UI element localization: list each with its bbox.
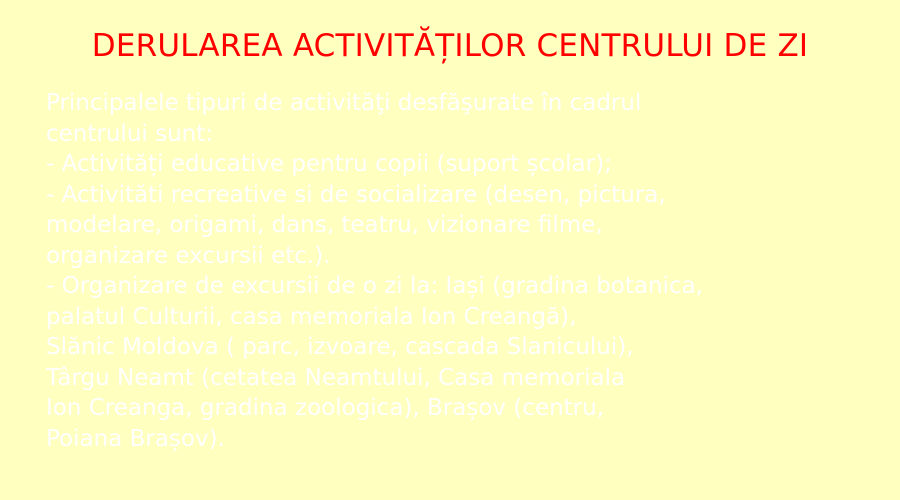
body-line: Principalele tipuri de activităţi desfăşurate în cadrul <box>46 90 642 116</box>
body-line: Poiana Brașov). <box>46 425 225 452</box>
body-line: - Activităti recreative si de socializare (desen, pictura, <box>46 181 666 208</box>
body-line: centrului sunt: <box>46 120 213 147</box>
body-line: Slănic Moldova ( parc, izvoare, cascada Slanicului), <box>46 334 634 360</box>
body-line: modelare, origami, dans, teatru, vizionare filme, <box>46 212 603 238</box>
body-line: Ion Creanga, gradina zoologica), Brașov (centru, <box>46 395 605 421</box>
body-line: organizare excursii etc.). <box>46 242 331 269</box>
slide-title: DERULAREA ACTIVITĂȚILOR CENTRULUI DE ZI <box>91 28 809 64</box>
body-line: - Activități educative pentru copii (suport școlar); <box>46 151 612 177</box>
body-line: - Organizare de excursii de o zi la: Iași (gradina botanica, <box>46 273 703 299</box>
body-line: palatul Culturii, casa memoriala Ion Creangă), <box>46 303 577 330</box>
slide-body <box>46 88 896 454</box>
body-line: Târgu Neamt (cetatea Neamtului, Casa memoriala <box>46 364 626 391</box>
